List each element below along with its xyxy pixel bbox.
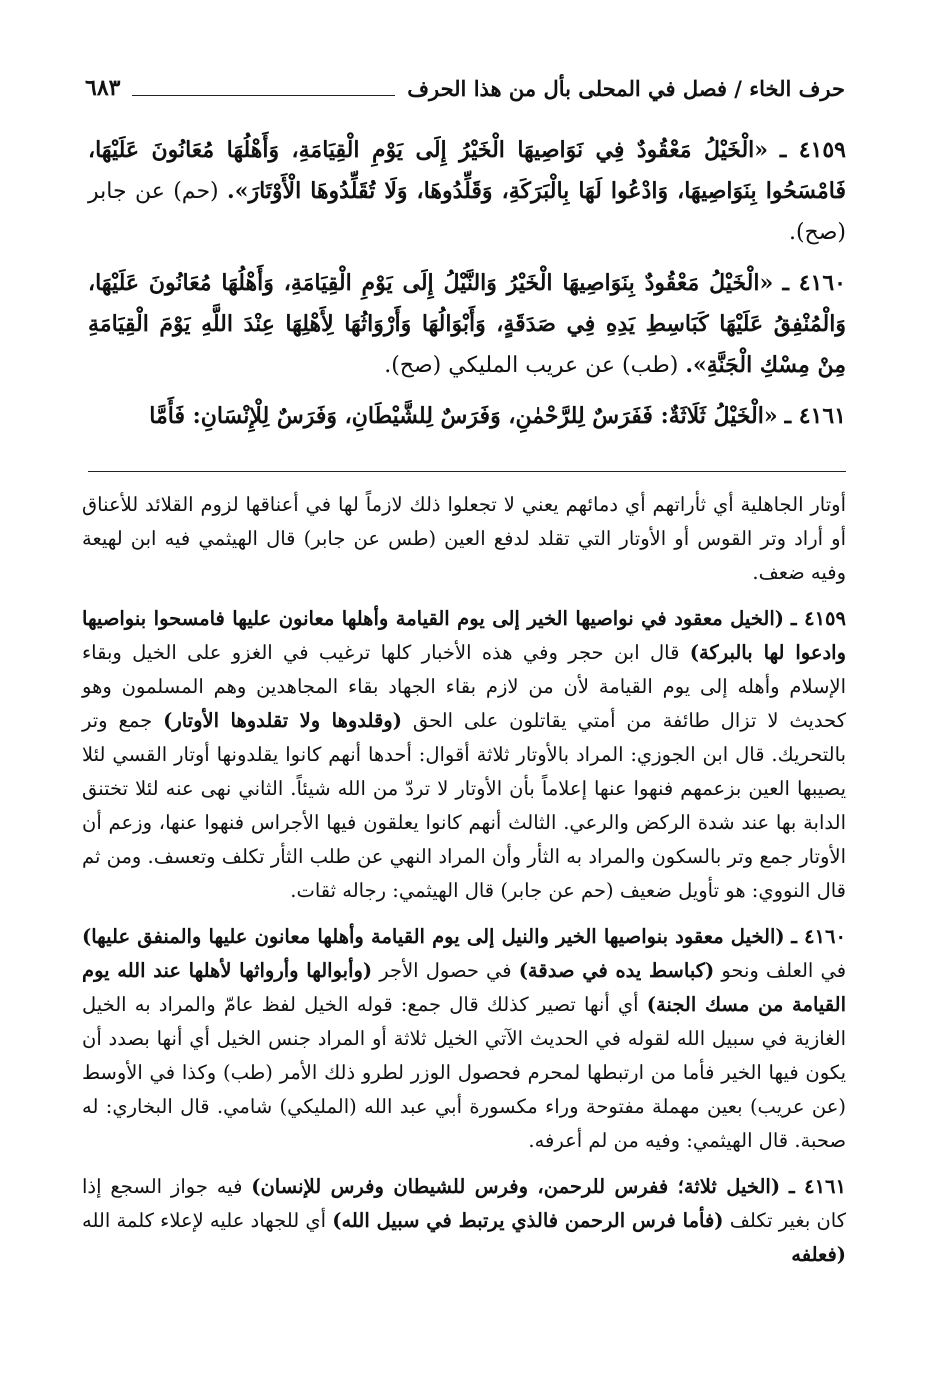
commentary-4159 <box>82 602 846 908</box>
commentary-intro: أوتار الجاهلية أي ثأراتهم أي دمائهم يعني لا تجعلوا ذلك لازماً لها في أعناقها لزوم القلائد للأعناق أو أراد وتر القوس أو الأوتار التي تقلد لدفع العين (طس عن جابر) قال الهيثمي فيه ابن لهيعة وفيه ضعف. <box>82 493 846 584</box>
hadith-body: «الْخَيْلُ مَعْقُودٌ فِي نَوَاصِيهَا الْخَيْرُ إِلَى يَوْمِ الْقِيَامَةِ، وَأَهْلُهَا مُعَانُونَ عَلَيْهَا، فَامْسَحُوا بِنَوَاصِيهَا، وَادْعُوا لَهَا بِالْبَرَكَةِ، وَقَلِّدُوهَا، وَلَا تُقَلِّدُوهَا الْأَوْتَارَ». <box>88 137 847 204</box>
section-divider <box>88 471 846 472</box>
commentary-number: ٤١٦٠ ـ <box>791 925 846 948</box>
hadith-4159 <box>88 130 846 253</box>
hadith-number: ٤١٥٩ ـ <box>779 137 846 163</box>
commentary-4161 <box>82 1170 846 1272</box>
commentary-text: أي أنها تصير كذلك قال جمع: قوله الخيل لفظ عامّ والمراد به الخيل الغازية في سبيل الله لقوله في الحديث الآتي الخيل ثلاثة أو المراد جنس الخيل أي أنها بصدد أن يكون فيها الخير فأما من ارتبطها لمحرم فحصول الوزر لطرو ذلك الأمر (طب) وكذا في الأوسط (عن عريب) بعين مهملة مفتوحة وراء مكسورة أبي عبد الله (المليكي) شامي. قال البخاري: له صحبة. قال الهيثمي: وفيه من لم أعرفه. <box>82 993 846 1152</box>
header-title: حرف الخاء / فصل في المحلى بأل من هذا الحرف <box>407 75 845 101</box>
commentary-text: في حصول الأجر <box>379 959 512 982</box>
commentary-quote: (الخيل معقود في نواصيها الخير إلى يوم القيامة وأهلها معانون عليها فامسحوا بنواصيها وادعوا لها بالبركة) <box>82 607 847 664</box>
hadith-number: ٤١٦١ ـ <box>784 403 846 429</box>
commentary-text: في العلف ونحو <box>721 959 847 982</box>
commentary-text: أي للجهاد عليه لإعلاء كلمة الله <box>82 1209 327 1232</box>
commentary-text: جمع وتر بالتحريك. قال ابن الجوزي: المراد بالأوتار ثلاثة أقوال: أحدها أنهم كانوا يقلدونها أوتار القسي لئلا يصيبها العين بزعمهم فنهوا عنها إعلاماً بأن الأوتار لا تردّ من الله شيئاً. الثاني نهى عنه لئلا تختنق الدابة بها عند شدة الركض والرعي. الثالث أنهم كانوا يعلقون فيها الأجراس فنهوا عنها، وزعم أن الأوتار جمع وتر بالسكون والمراد به الثأر وأن المراد النهي عن طلب الثأر تكلف وتعسف. ومن ثم قال النووي: هو تأويل ضعيف (حم عن جابر) قال الهيثمي: رجاله ثقات. <box>82 709 846 902</box>
hadith-source: (طب) عن عريب المليكي (صح). <box>384 353 679 378</box>
header-rule <box>132 81 395 96</box>
commentary-quote: (وأبوالها وأرواثها لأهلها عند الله يوم القيامة من مسك الجنة) <box>82 959 846 1016</box>
commentary-quote: (كباسط يده في صدقة) <box>518 959 715 982</box>
commentary-section <box>82 488 846 1284</box>
hadith-body: «الْخَيْلُ ثَلَاثَةٌ: فَفَرَسٌ لِلرَّحْمٰنِ، وَفَرَسٌ لِلشَّيْطَانِ، وَفَرَسٌ لِلْإِنْسَانِ: فَأَمَّا <box>149 403 778 429</box>
commentary-number: ٤١٥٩ ـ <box>790 607 846 630</box>
hadith-text-section <box>88 130 846 447</box>
commentary-quote: (الخيل معقود بنواصيها الخير والنيل إلى يوم القيامة وأهلها معانون عليها والمنفق عليها) <box>82 925 785 948</box>
commentary-number: ٤١٦١ ـ <box>788 1175 846 1198</box>
commentary-text: قال ابن حجر وفي هذه الأخبار كلها ترغيب في الغزو على الخيل وبقاء الإسلام وأهله إلى يوم القيامة لأن من لازم بقاء الجهاد بقاء المجاهدين وهم المسلمون وهو كحديث لا تزال طائفة من أمتي يقاتلون على الحق <box>82 641 847 732</box>
commentary-quote: (وقلدوها ولا تقلدوها الأوتار) <box>163 709 402 732</box>
hadith-source: (حم) عن جابر (صح). <box>88 179 846 245</box>
commentary-4160 <box>82 920 846 1158</box>
commentary-text: فيه جواز السجع إذا كان بغير تكلف <box>82 1175 847 1232</box>
hadith-body: «الْخَيْلُ مَعْقُودٌ بِنَوَاصِيهَا الْخَيْرُ وَالنَّيْلُ إِلَى يَوْمِ الْقِيَامَةِ، وَأَهْلُهَا مُعَانُونَ عَلَيْهَا، وَالْمُنْفِقُ عَلَيْهَا كَبَاسِطِ يَدِهِ فِي صَدَقَةٍ، وَأَبْوَالُهَا وَأَرْوَاثُهَا لِأَهْلِهَا عِنْدَ اللَّهِ يَوْمَ الْقِيَامَةِ مِنْ مِسْكِ الْجَنَّةِ». <box>88 270 846 378</box>
commentary-quote: (فأما فرس الرحمن فالذي يرتبط في سبيل الله) <box>332 1209 724 1232</box>
commentary-quote: (الخيل ثلاثة؛ ففرس للرحمن، وفرس للشيطان وفرس للإنسان) <box>251 1175 781 1198</box>
running-header <box>85 70 845 106</box>
hadith-4161 <box>88 396 846 437</box>
hadith-4160 <box>88 263 846 386</box>
commentary-quote: (فعلفه <box>791 1243 846 1266</box>
hadith-number: ٤١٦٠ ـ <box>782 270 846 296</box>
page-number: ٦٨٣ <box>85 75 121 101</box>
